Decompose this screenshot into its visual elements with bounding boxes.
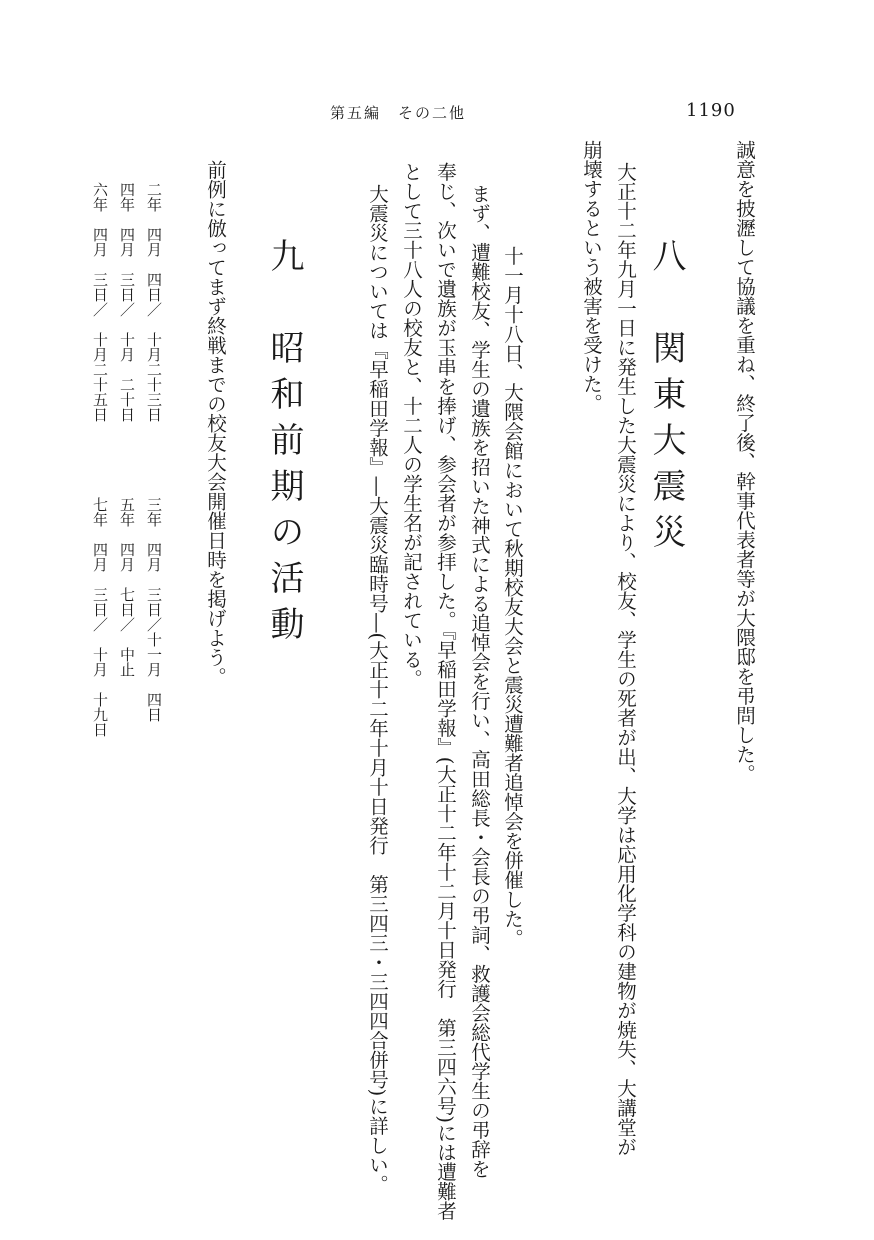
section-9-intro — [198, 160, 232, 687]
section-heading-8: 八 関東大震災 — [646, 238, 686, 560]
text-line: 大震災については『早稲田学報』―大震災臨時号―(大正十二年十月十日発行 第三四三・三四四合併号)に詳しい。 — [366, 184, 389, 1194]
text-line: 誠意を披瀝して協議を重ね、終了後、幹事代表者等が大隈邸を弔問した。 — [733, 140, 756, 784]
section-8-body-c — [360, 162, 496, 1220]
section-8-body-a — [540, 140, 642, 1157]
meeting-dates-row: 六年 四月 三日／ 十月二十五日 七年 四月 三日／ 十月 十九日 — [91, 182, 109, 737]
text-line: 十一月十八日、大隈会館において秋期校友大会と震災遭難者追悼会を併催した。 — [501, 246, 524, 948]
text-line: 崩壊するという被害を受けた。 — [580, 140, 603, 413]
text-line: として三十八人の校友と、十二人の学生名が記されている。 — [400, 162, 423, 689]
text-line: 奉じ、次いで遺族が玉串を捧げ、参会者が参拝した。『早稲田学報』(大正十二年十二月十日発行 第三四六号)には遭難者 — [434, 162, 457, 1221]
section-heading-9: 九 昭和前期の活動 — [264, 238, 304, 652]
text-line: 大正十二年九月一日に発生した大震災により、校友、学生の死者が出、大学は応用化学科の建物が焼失、大講堂が — [614, 162, 637, 1157]
meeting-dates-row: 二年 四月 四日／ 十月二十三日 三年 四月 三日／十一月 四日 — [145, 182, 163, 722]
text-line: 前例に倣ってまず終戦までの校友大会開催日時を掲げよう。 — [204, 160, 227, 687]
meeting-dates-row: 四年 四月 三日／ 十月 二十日 五年 四月 七日／ 中止 — [118, 182, 136, 677]
page-number: 1190 — [686, 100, 736, 121]
paragraph-continuation — [727, 140, 761, 784]
section-8-body-b — [495, 246, 529, 948]
running-head: 第五編 その二他 — [330, 104, 467, 122]
text-line: まず、遭難校友、学生の遺族を招いた神式による追悼会を行い、高田総長・会長の弔詞、救護会総代学生の弔辞を — [468, 184, 491, 1179]
